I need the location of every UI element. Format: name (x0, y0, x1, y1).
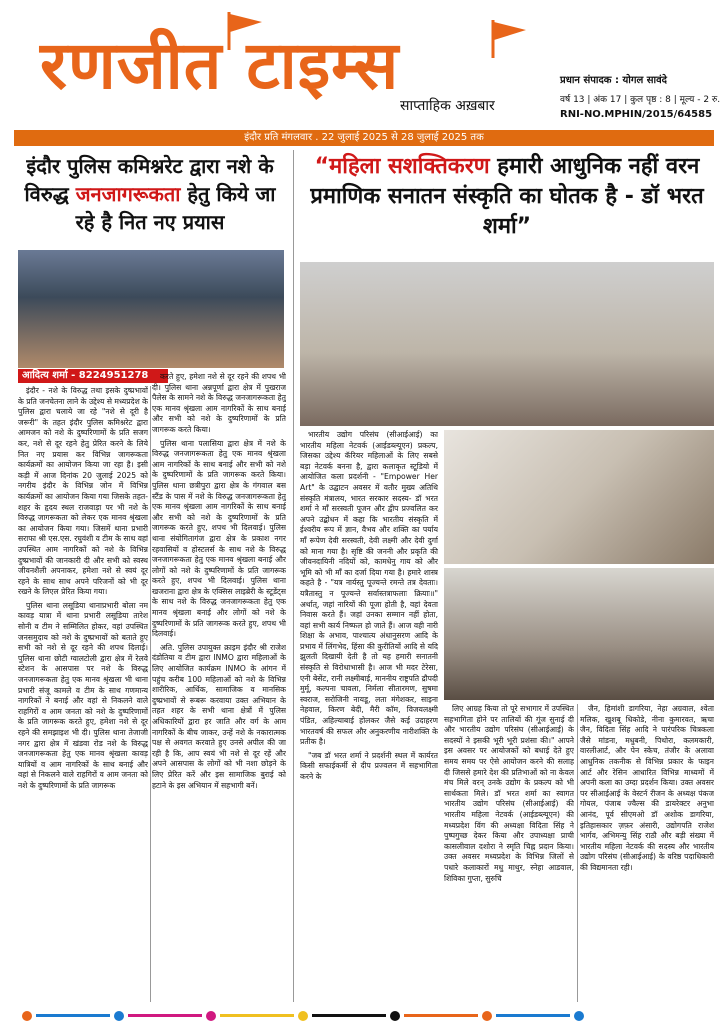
masthead-title: रणजीत टाइम्स (40, 26, 400, 104)
left-column-1 (18, 386, 148, 1002)
footer-dot (390, 1011, 400, 1021)
footer-dot (482, 1011, 492, 1021)
right-column-3 (580, 704, 714, 1002)
column-divider (150, 386, 151, 1002)
exhibition-photo (444, 568, 714, 700)
editor-line: प्रधान संपादक : योगल सावंदे (560, 75, 667, 86)
paragraph: अति. पुलिस उपायुक्त क्राइम इंदौर श्री राजेश दंडोतिया व टीम द्वारा INMO द्वारा महिलाओं के लिए आयोजित कार्यक्रम INMO के आंगन में पहुंच करीब 100 महिलाओं को नशे के विभिन्न शारीरिक, आर्थिक, सामाजिक व मानसिक दुष्प्रभावों से रूबरू करवाया उक्त अभियान के तहत शहर के सभी थाना क्षेत्रों में पुलिस अधिकारियों द्वारा हर जाति और वर्ग के आम नागरिकों के बीच जाकर, उन्हें नशे के नकारात्मक पक्ष से अवगत करवाते हुए उनसे अपील की जा रही है कि, आप स्वयं भी नशे से दूर रहें और अपने आसपास के लोगों को भी नशा छोड़ने के लिए प्रेरित करें और इस सामाजिक बुराई को हटाने के इस अभियान में सहभागी बनें। (152, 642, 286, 790)
footer-dot (574, 1011, 584, 1021)
paragraph: इंदौर - नशे के विरुद्ध तथा इसके दुष्प्रभावों के प्रति जनचेतना लाने के उद्देश्य से मध्यप्रदेश के पुलिस द्वारा चलाये जा रहे "नशे से दूरी है जरूरी" के तहत इंदौर पुलिस कमिश्नरेट द्वारा आमजन को नशे के दुष्परिणामों के प्रति सजग कर, नशे से दूर रहने हेतु प्रेरित करने के लिये नित नए प्रयास कर विभिन्न जागरूकता कार्यक्रमों का आयोजन किया जा रहा है। इसी कड़ी में आज दिनांक 20 जुलाई 2025 को नगरीय इंदौर के विभिन्न जोन में विभिन्न कार्यक्रमों का आयोजन किया गया जिसके तहत- शहर के हृदय स्थल राजवाड़ा पर भी नशे के विरुद्ध जागरूकता को लेकर एक मानव श्रृंखला का आयोजन किया गया। जिसमें थाना प्रभारी सराफा श्री एस.एस. रघुवंशी व टीम के साथ वहां उपस्थित आम नागरिकों को नशे के विभिन्न दुष्प्रभावों की जानकारी दी और सभी को स्वस्थ जीवनशैली अपनाकर, हमेशा नशे से स्वयं दूर रहने के साथ साथ अपने परिजनों को भी दूर रखने के लिएल प्रेरित किया गया। (18, 386, 148, 597)
section-divider (293, 150, 294, 1002)
paragraph: भारतीय उद्योग परिसंघ (सीआईआई) का भारतीय महिला नेटवर्क (आईडब्ल्यूएन) प्रकल्प, जिसका उद्देश्य कॅरियर महिलाओं के लिए सबसे बड़ा नेटवर्क बनना है, द्वारा कलाकृत स्टूडियो में आयोजित कला प्रदर्शनी - "Empower Her Art" के उद्घाटन अवसर में वतौर मुख्य अतिथि संस्कृति मंत्रालय, भारत सरकार सदस्य- डॉ भरत शर्मा ने माँ सरस्वती पूजन और द्वीप प्रज्वलित कर अपने उद्बोधन में कहा कि भारतीय संस्कृति में ईश्वरीय रूप में ज्ञान, वैभव और शक्ति का पर्याय माँ रूपेण देवी सरस्वती, देवी लक्ष्मी और देवी दुर्गा को माना गया है। सृष्टि की जननी और प्रकृति की जीवनदायिनी नदियों को, कामधेनु गाय को और भूमि को भी माँ का दर्जा दिया गया है। हमारे शास्त्र कहते है - "यत्र नार्यस्तु पूज्यन्ते रमन्ते तत्र देवताः। यत्रैतास्तु न पूज्यन्ते सर्वास्तत्राफलाः क्रियाः॥" अर्थात्, जहां नारियों की पूजा होती है, वहां देवता निवास करते हैं। जहां उनका सम्मान नहीं होता, वहां सभी कार्य निष्फल हो जाते हैं। आज वही नारी शिक्षा के अभाव, पाश्चात्य अंधानुसरण आदि के प्रभाव में लिंगभेद, हिंसा की कुरीतियों आदि से यदि झुलती दिखायी देती है तो यह हमारी सनातनी संस्कृति से विरोधाभासी है। आज भी मदर टेरेसा, एनी बेसेंट, रानी लक्ष्मीबाई, माननीय राष्ट्रपति द्रौपदी मुर्मू, कल्पना चावला, निर्मला सीतारमण, सुषमा स्वराज, सरोजिनी नायडू, लता मंगेशकर, साइना नेहवाल, किरण बेदी, मैरी कॉम, विजयलक्ष्मी पंडित, अहिल्याबाई होलकर जैसे कई उदाहरण भारतवर्ष की सफल और अनुकरणीय नारीशक्ति के प्रतीक है। (300, 430, 438, 747)
flag-icon (226, 10, 264, 50)
group-photo (300, 262, 714, 426)
left-headline: इंदौर पुलिस कमिश्नरेट द्वारा नशे के विरुद्ध जनजागरूकता हेतु किये जा रहे है नित नए प्रयास (24, 154, 276, 234)
gallery-photo (444, 430, 714, 564)
footer-bar (128, 1014, 202, 1017)
footer-dot (298, 1011, 308, 1021)
footer-dot (114, 1011, 124, 1021)
issue-line: वर्ष 13 | अंक 17 | कुल पृष्ठ : 8 | मूल्य - 2 रु. (560, 95, 721, 105)
paragraph: जैन, हिमांशी डागरिया, नेहा अग्रवाल, श्वेता मलिक, खुशबू धिकोडे, नीना कुमारवत, ऋचा जैन, विदिता सिंह आदि ने पारंपरिक चित्रकला जैसे मांडना, मधुबनी, पिथोरा, कलमकारी, वारलीआर्ट, और पेन स्केच, तंजौर के अलावा आधुनिक तकनीक से विभिन्न प्रकार के फाइन आर्ट और रेसिन आधारित विभिन्न माध्यमों में अपनी कला का उम्दा प्रदर्शन किया। उक्त अवसर पर सीआईआई के वेस्टर्न रीजन के अध्यक्ष पंकज गोयल, पंजाब ज्वैल्स की डायरेक्टर अनुभा आनंद, पूर्व सीएमओ डॉ अशोक डागरिया, इतिहासकार ज़फ़र अंसारी, उद्योगपति राजेश भार्गव, अभिमन्यु सिंह राठौ और बड़ी संख्या में भारतीय महिला नेटवर्क की सदस्य और भारतीय उद्योग परिसंघ (सीआईआई) के वरिष्ठ पदाधिकारी की विद्यमानता रही। (580, 704, 714, 872)
left-column-2 (152, 372, 286, 1002)
rally-photo (18, 250, 284, 368)
column-divider (577, 704, 578, 1002)
footer-bar (404, 1014, 478, 1017)
date-bar: इंदौर प्रति मंगलवार . 22 जुलाई 2025 से 28 जुलाई 2025 तक (14, 130, 714, 146)
paragraph: "जब डॉ भरत शर्मा ने प्रदर्शनी स्थल में कार्यरत किसी सफाईकर्मी से दीप प्रज्वलन में सहभागिता करने के (300, 750, 438, 781)
footer-bar (312, 1014, 386, 1017)
footer-dot (22, 1011, 32, 1021)
footer-bar (36, 1014, 110, 1017)
flag-icon-right (490, 18, 528, 58)
author-byline: आदित्य शर्मा - 8224951278 (18, 369, 168, 383)
paragraph: लिए आग्रह किया तो पूरे सभागार में उपस्थित सहभागिता होने पर तालियों की गूंज सुनाई दी और भारतीय उद्योग परिसंघ (सीआईआई) के सदस्यों ने इसकी भूरी भूरी प्रशंसा की।" आपने इस अवसर पर आयोजकों को बधाई देते हुए समय समय पर ऐसे आयोजन करने की सलाह दी जिससे हमारे देश की प्रतिभाओं को ना केवल मंच मिले वरन् उनके उद्योग के प्रकल्प को भी सार्थकता मिले। डॉ भरत शर्मा का स्वागत भारतीय उद्योग परिसंघ (सीआईआई) की भारतीय महिला नेटवर्क (आईडब्ल्यूएन) की मध्यप्रदेश विंग की अध्यक्षा विदिता सिंह ने पुष्पगुच्छ देकर किया और उपाध्यक्षा प्राची कासलीवाल दशोरा ने स्मृति चिह्न प्रदान किया। उक्त अवसर मध्यप्रदेश के विभिन्न जिलों से पधारे कलाकारों मधु माथुर, स्नेहा आडवाल, शिविका गुप्ता, सुरुचि (444, 704, 574, 883)
paragraph: करते हुए, हमेशा नशे से दूर रहने की शपथ भी दी। पुलिस थाना अन्नपूर्णा द्वारा क्षेत्र में पुखराज पैलेस के सामने नशे के विरुद्ध जनजागरूकता हेतु एक मानव श्रृंखला आम नागरिकों के साथ बनाई और सभी को नशे के दुष्परिणामों के प्रति जागरूक करते किया। (152, 372, 286, 434)
right-headline: “महिला सशक्तिकरण हमारी आधुनिक नहीं वरन प्रमाणिक सनातन संस्कृति का घोतक है - डॉ भरत शर्मा” (310, 154, 704, 239)
footer-decoration (18, 1005, 710, 1019)
right-column-2 (444, 704, 574, 1002)
rni-number: RNI-NO.MPHIN/2015/64585 (560, 109, 713, 120)
tagline: साप्ताहिक अख़बार (400, 98, 495, 114)
footer-dot (206, 1011, 216, 1021)
paragraph: पुलिस थाना पलासिया द्वारा क्षेत्र में नशे के विरुद्ध जनजागरूकता हेतु एक मानव श्रृंखला आम नागरिकों के साथ बनाई और सभी को नशे के दुष्परिणामों के प्रति जागरूक करते किया। पुलिस थाना छत्रीपुरा द्वारा क्षेत्र के गंगवाल बस स्टैंड के पास में नशे के विरुद्ध जनजागरूकता हेतु एक मानव श्रृंखला आम नागरिकों के साथ बनाई और सभी को नशे के दुष्परिणामों के प्रति जागरूक करते हुए, शपथ भी दिलवाई। पुलिस थाना संयोगितागंज द्वारा क्षेत्र के प्रकाश नगर रहवासियों व होस्टलर्स के साथ नशे के विरुद्ध जनजागरूकता हेतु एक मानव श्रृंखला बनाई और लोगों को नशे के दुष्परिणामों के प्रति जागरूक करते हुए, शपथ भी दिलवाई। पुलिस थाना खजराना द्वारा क्षेत्र के एक्सिस लाइब्रेरी के स्टूडेंट्स के साथ नशे के विरुद्ध जनजागरूकता हेतु एक मानव श्रृंखला बनाई और लोगों को नशे के दुष्परिणामों के प्रति जागरूक करते हुए, शपथ भी दिलवाई। (152, 438, 286, 639)
footer-bar (496, 1014, 570, 1017)
paragraph: पुलिस थाना लसूडिया थानाप्रभारी बोला नम कावड़ यात्रा में थाना प्रभारी लसूडिया तारेश सोनी व टीम ने सम्मिलित होकर, वहां उपस्थित जनसमुदाय को नशे के दुष्प्रभावों को बताते हुए सभी को नशे से दूर रहने की शपथ दिलाई। पुलिस थाना छोटी ग्वालटोली द्वारा क्षेत्र में रेलवे स्टेशन के आसपास पर नशे के विरुद्ध जनजागरूकता हेतु एक मानव श्रृंखला भी थाना प्रभारी संजू कामले व टीम के साथ गणमान्य नागरिकों ने बनाई और वहां से निकलने वाले राहगिरों व आम जनता को नशे के दुष्परिणामों के प्रति जागरूक करते हुए, हमेशा नशे से दूर रहने की समझाइश भी दी। पुलिस थाना तेजाजी नगर द्वारा क्षेत्र में खंडवा रोड नशे के विरुद्ध जनजागरूकता हेतु एक मानव श्रृंखला कावड़ यात्रियों व आम नागरिकों के साथ बनाई और वहां से निकलने वाले राहगिरों व आम जनता को नशे के दुष्परिणामों के प्रति जागरूक (18, 600, 148, 790)
right-column-1 (300, 430, 438, 1002)
footer-bar (220, 1014, 294, 1017)
